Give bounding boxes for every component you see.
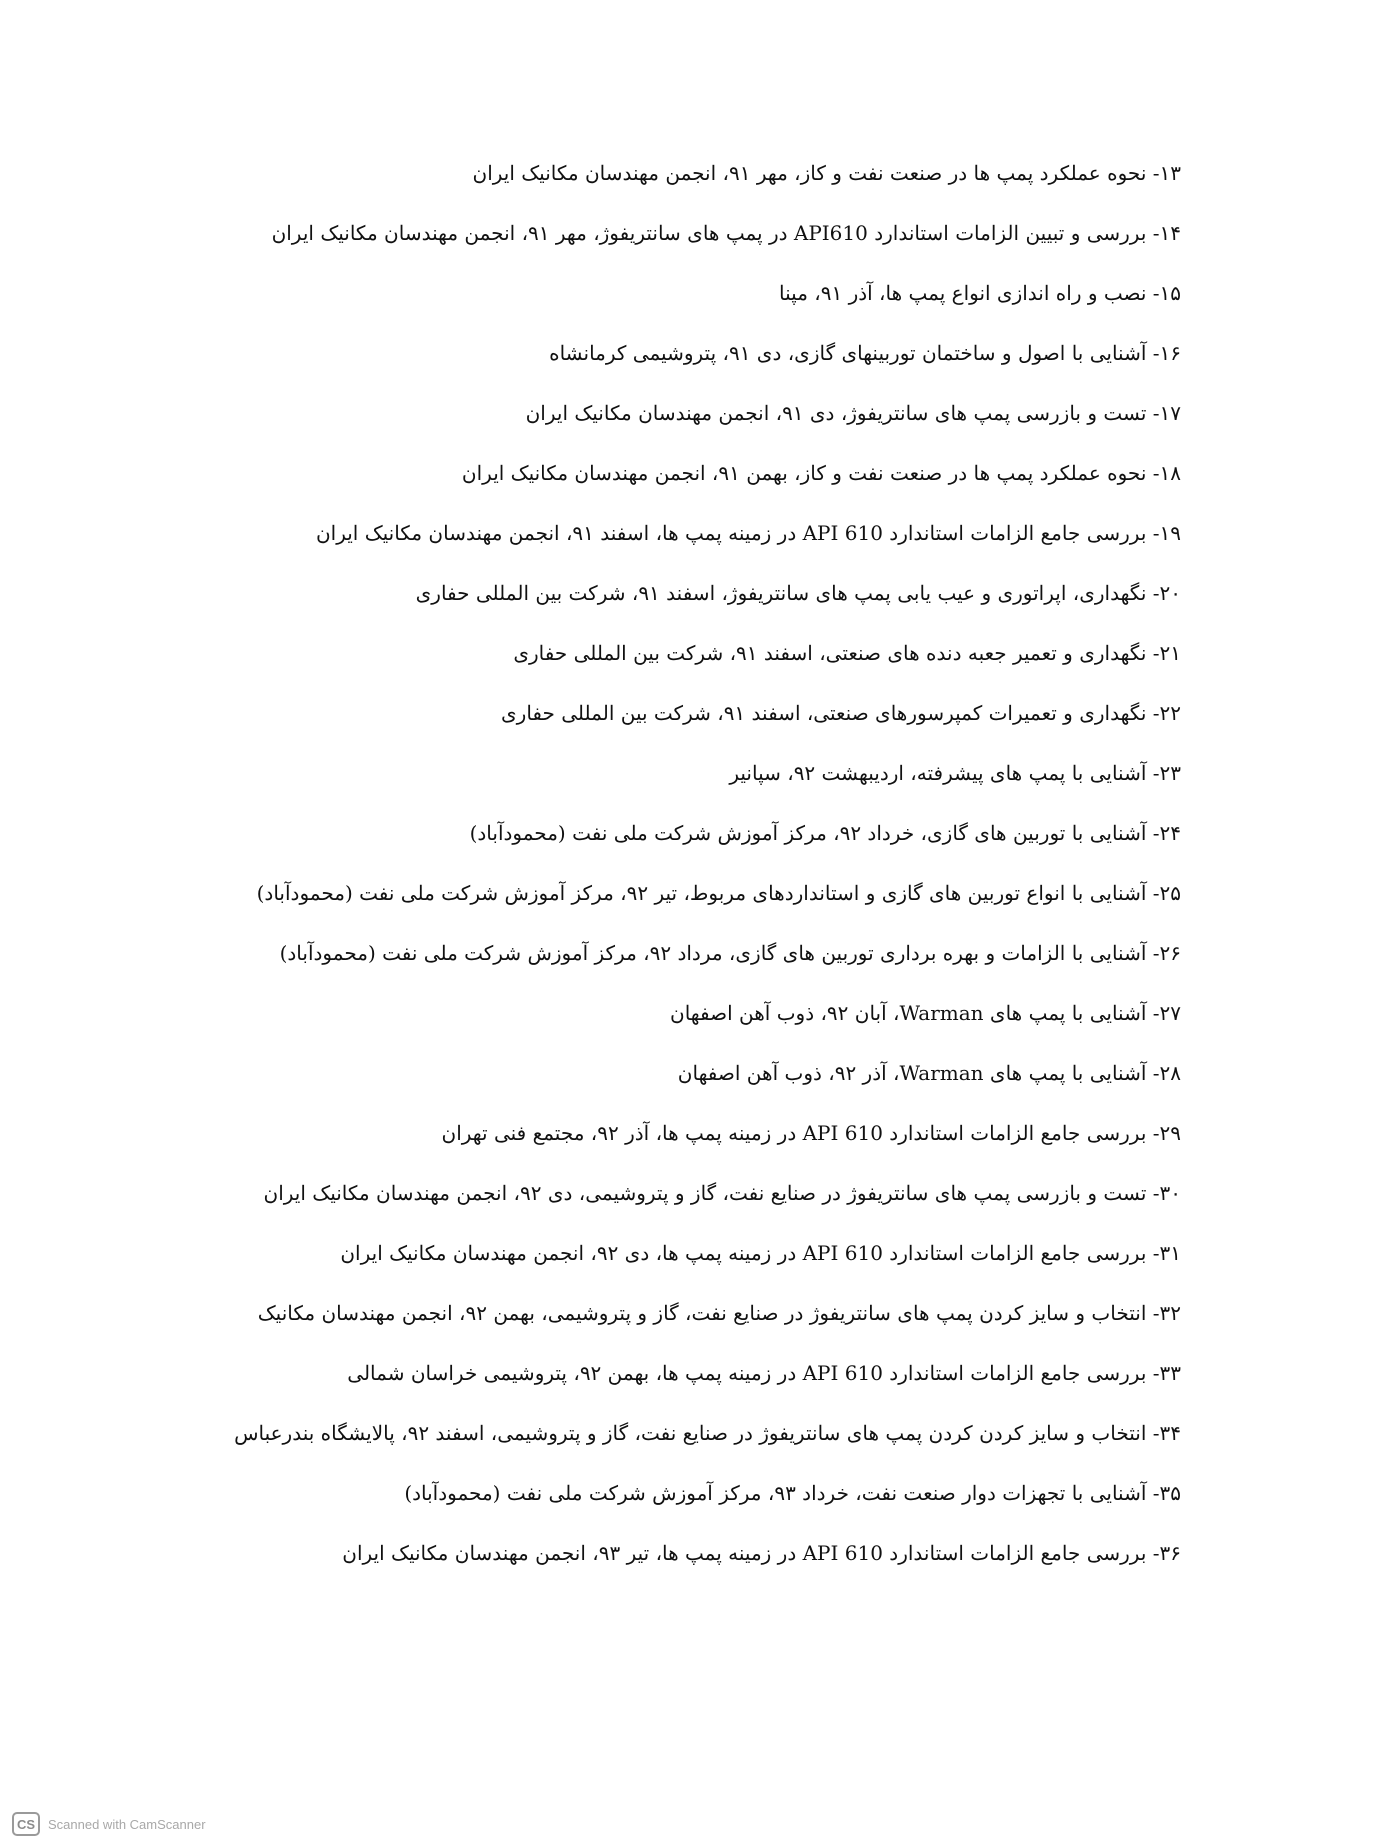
list-item: ۱۴- بررسی و تبیین الزامات استاندارد API610 در پمپ های سانتریفوژ، مهر ۹۱، انجمن مهندسان مکانیک ایران xyxy=(271,221,1181,245)
camscanner-logo-icon: CS xyxy=(12,1812,40,1836)
list-item: ۱۵- نصب و راه اندازی انواع پمپ ها، آذر ۹۱، مپنا xyxy=(779,281,1181,305)
watermark-text: Scanned with CamScanner xyxy=(48,1816,206,1832)
list-item: ۱۸- نحوه عملکرد پمپ ها در صنعت نفت و کاز، بهمن ۹۱، انجمن مهندسان مکانیک ایران xyxy=(461,461,1181,485)
list-item: ۳۵- آشنایی با تجهزات دوار صنعت نفت، خرداد ۹۳، مرکز آموزش شرکت ملی نفت (محمودآباد) xyxy=(404,1481,1181,1505)
list-item: ۱۳- نحوه عملکرد پمپ ها در صنعت نفت و کاز، مهر ۹۱، انجمن مهندسان مکانیک ایران xyxy=(472,161,1181,185)
list-item: ۳۲- انتخاب و سایز کردن پمپ های سانتریفوژ در صنایع نفت، گاز و پتروشیمی، بهمن ۹۲، انجمن مهندسان مکانیک xyxy=(257,1301,1181,1325)
list-item: ۲۶- آشنایی با الزامات و بهره برداری توربین های گازی، مرداد ۹۲، مرکز آموزش شرکت ملی نفت (محمودآباد) xyxy=(279,941,1181,965)
training-course-list xyxy=(181,158,1181,1598)
list-item: ۲۹- بررسی جامع الزامات استاندارد API 610 در زمینه پمپ ها، آذر ۹۲، مجتمع فنی تهران xyxy=(441,1121,1181,1145)
list-item: ۲۱- نگهداری و تعمیر جعبه دنده های صنعتی، اسفند ۹۱، شرکت بین المللی حفاری xyxy=(513,641,1181,665)
list-item: ۳۱- بررسی جامع الزامات استاندارد API 610 در زمینه پمپ ها، دی ۹۲، انجمن مهندسان مکانیک ایران xyxy=(340,1241,1181,1265)
list-item: ۲۲- نگهداری و تعمیرات کمپرسورهای صنعتی، اسفند ۹۱، شرکت بین المللی حفاری xyxy=(501,701,1181,725)
list-item: ۲۴- آشنایی با توربین های گازی، خرداد ۹۲، مرکز آموزش شرکت ملی نفت (محمودآباد) xyxy=(469,821,1181,845)
list-item: ۱۶- آشنایی با اصول و ساختمان توربینهای گازی، دی ۹۱، پتروشیمی کرمانشاه xyxy=(549,341,1181,365)
list-item: ۱۹- بررسی جامع الزامات استاندارد API 610 در زمینه پمپ ها، اسفند ۹۱، انجمن مهندسان مکانیک ایران xyxy=(315,521,1181,545)
list-item: ۱۷- تست و بازرسی پمپ های سانتریفوژ، دی ۹۱، انجمن مهندسان مکانیک ایران xyxy=(525,401,1181,425)
list-item: ۲۳- آشنایی با پمپ های پیشرفته، اردیبهشت ۹۲، سپانیر xyxy=(729,761,1181,785)
list-item: ۳۶- بررسی جامع الزامات استاندارد API 610 در زمینه پمپ ها، تیر ۹۳، انجمن مهندسان مکانیک ایران xyxy=(342,1541,1181,1565)
scanner-watermark xyxy=(12,1812,206,1836)
list-item: ۳۴- انتخاب و سایز کردن کردن پمپ های سانتریفوژ در صنایع نفت، گاز و پتروشیمی، اسفند ۹۲، پالایشگاه بندرعباس xyxy=(234,1421,1181,1445)
list-item: ۲۰- نگهداری، اپراتوری و عیب یابی پمپ های سانتریفوژ، اسفند ۹۱، شرکت بین المللی حفاری xyxy=(415,581,1181,605)
list-item: ۲۷- آشنایی با پمپ های Warman، آبان ۹۲، ذوب آهن اصفهان xyxy=(670,1001,1181,1025)
list-item: ۲۵- آشنایی با انواع توربین های گازی و استانداردهای مربوط، تیر ۹۲، مرکز آموزش شرکت ملی نفت (محمودآباد) xyxy=(256,881,1181,905)
list-item: ۳۰- تست و بازرسی پمپ های سانتریفوژ در صنایع نفت، گاز و پتروشیمی، دی ۹۲، انجمن مهندسان مکانیک ایران xyxy=(263,1181,1181,1205)
list-item: ۲۸- آشنایی با پمپ های Warman، آذر ۹۲، ذوب آهن اصفهان xyxy=(677,1061,1181,1085)
list-item: ۳۳- بررسی جامع الزامات استاندارد API 610 در زمینه پمپ ها، بهمن ۹۲، پتروشیمی خراسان شمالی xyxy=(347,1361,1181,1385)
